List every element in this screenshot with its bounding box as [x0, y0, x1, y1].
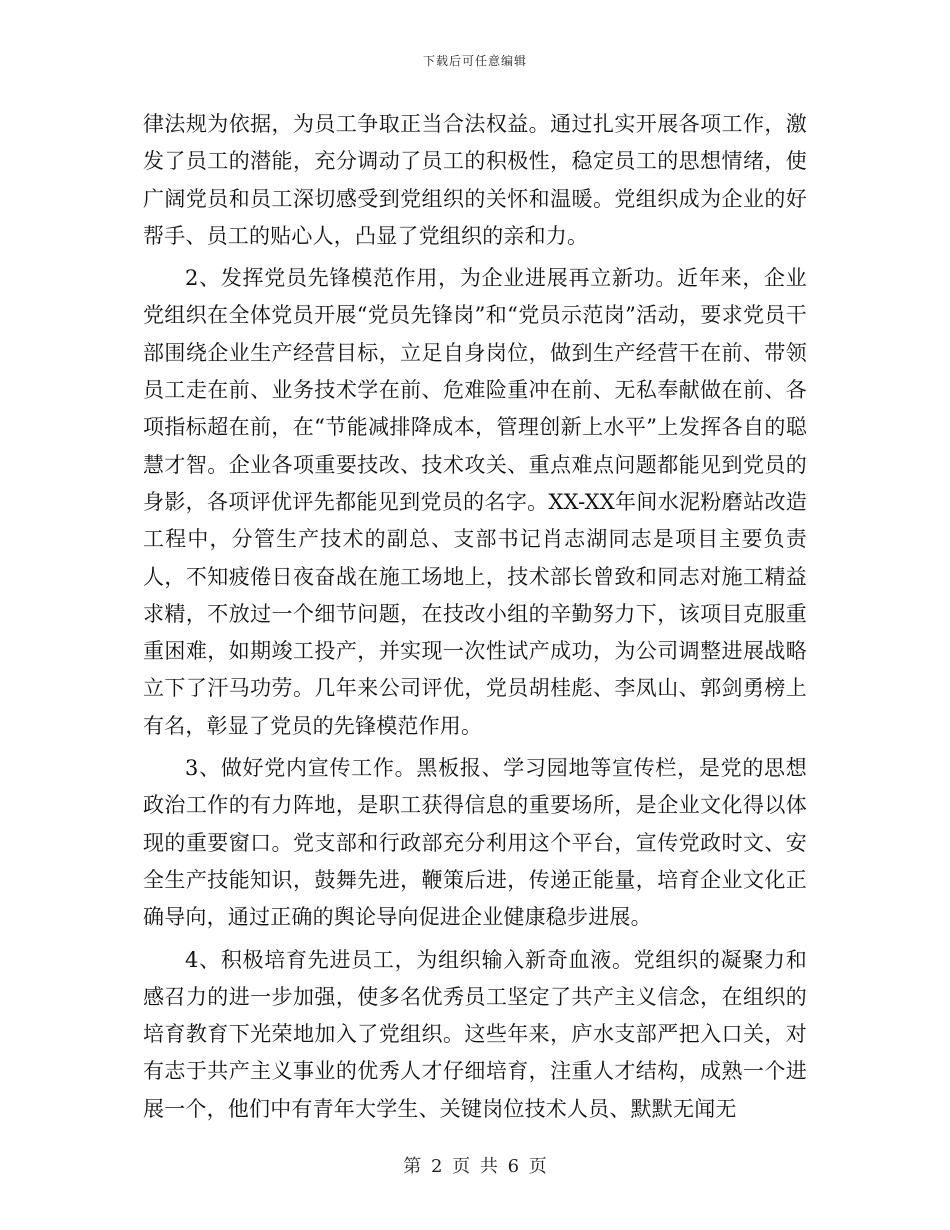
body-text	[143, 106, 807, 1133]
paragraph-3: 3、做好党内宣传工作。黑板报、学习园地等宣传栏，是党的思想政治工作的有力阵地，是职工获得信息的重要场所，是企业文化得以体现的重要窗口。党支部和行政部充分利用这个平台，宣传党政时文、安全生产技能知识，鼓舞先进，鞭策后进，传递正能量，培育企业文化正确导向，通过正确的舆论导向促进企业健康稳步进展。	[143, 756, 807, 930]
paragraph-4: 4、积极培育先进员工，为组织输入新奇血液。党组织的凝聚力和感召力的进一步加强，使多名优秀员工坚定了共产主义信念，在组织的培育教育下光荣地加入了党组织。这些年来，庐水支部严把入口关，对有志于共产主义事业的优秀人才仔细培育，注重人才结构，成熟一个进展一个，他们中有青年大学生、关键岗位技术人员、默默无闻无	[143, 947, 807, 1121]
page-header-note: 下载后可任意编辑	[422, 54, 527, 68]
paragraph-2: 2、发挥党员先锋模范作用，为企业进展再立新功。近年来，企业党组织在全体党员开展“党员先锋岗”和“党员示范岗”活动，要求党员干部围绕企业生产经营目标，立足自身岗位，做到生产经营干在前、带领员工走在前、业务技术学在前、危难险重冲在前、无私奉献做在前、各项指标超在前，在“节能减排降成本，管理创新上水平”上发挥各自的聪慧才智。企业各项重要技改、技术攻关、重点难点问题都能见到党员的身影，各项评优评先都能见到党员的名字。XX-XX年间水泥粉磨站改造工程中，分管生产技术的副总、支部书记肖志湖同志是项目主要负责人，不知疲倦日夜奋战在施工场地上，技术部长曾致和同志对施工精益求精，不放过一个细节问题，在技改小组的辛勤努力下，该项目克服重重困难，如期竣工投产，并实现一次性试产成功，为公司调整进展战略立下了汗马功劳。几年来公司评优，党员胡桂彪、李凤山、郭剑勇榜上有名，彰显了党员的先锋模范作用。	[143, 266, 807, 738]
paragraph-1: 律法规为依据，为员工争取正当合法权益。通过扎实开展各项工作，激发了员工的潜能，充分调动了员工的积极性，稳定员工的思想情绪，使广阔党员和员工深切感受到党组织的关怀和温暖。党组织成为企业的好帮手、员工的贴心人，凸显了党组织的亲和力。	[143, 112, 807, 248]
page-number: 第 2 页 共 6 页	[403, 1156, 547, 1177]
